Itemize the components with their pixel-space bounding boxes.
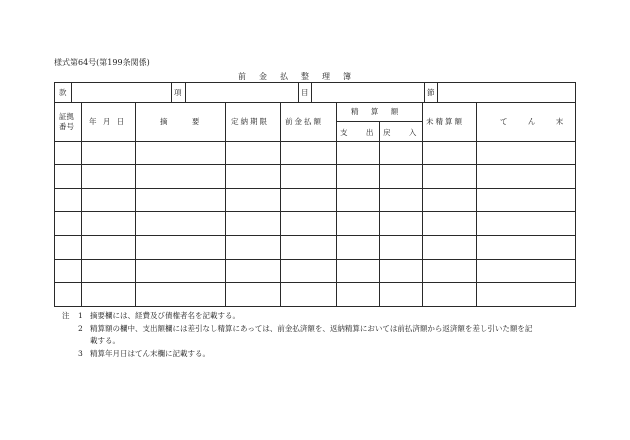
moku-label: 目 — [301, 88, 309, 97]
note-number: 1 — [78, 311, 83, 320]
col-line-6 — [379, 121, 380, 307]
nengappi-label: 年 月 日 — [89, 117, 125, 126]
note-item-2 — [62, 323, 582, 336]
col-line-5 — [336, 102, 337, 307]
kan-divider — [71, 82, 72, 102]
note-number: 2 — [78, 323, 83, 333]
kou-divider-right — [185, 82, 186, 102]
form-title: 前金払整理簿 — [238, 72, 364, 81]
kou-divider-left — [171, 82, 172, 102]
row-line-2 — [54, 188, 576, 189]
note-text: 精算額の欄中、支出額欄には差引なし精算にあっては、前金払済額を、返納精算においては前払済額から返済額を差し引いた額を記 — [90, 323, 533, 333]
row-line-3 — [54, 211, 576, 212]
row-line-1 — [54, 164, 576, 165]
modoshiire-label: 戻 入 — [383, 128, 417, 137]
miseisan-gaku-label: 未精算額 — [426, 117, 464, 126]
shoko-bango-label-1: 証拠 — [59, 112, 74, 121]
row-line-4 — [54, 235, 576, 236]
maekin-harai-gaku-label: 前金払額 — [285, 117, 323, 126]
col-line-2 — [135, 102, 136, 307]
note-item-3 — [62, 348, 582, 361]
note-item-1 — [62, 310, 582, 323]
tenmatsu-label: て ん 末 — [500, 117, 564, 126]
note-text: 精算年月日はてん末欄に記載する。 — [90, 348, 210, 358]
row-line-6 — [54, 282, 576, 283]
form-number: 様式第64号(第199条関係) — [54, 58, 150, 67]
setsu-divider-left — [424, 82, 425, 102]
col-line-3 — [225, 102, 226, 307]
column-header-divider — [54, 141, 576, 142]
kan-label: 款 — [59, 88, 67, 97]
table-border-right — [575, 82, 576, 307]
seisan-gaku-label: 精 算 額 — [351, 107, 399, 116]
notes — [62, 310, 582, 360]
shishutsu-label: 支 出 — [340, 128, 374, 137]
setsu-label: 節 — [427, 88, 435, 97]
col-line-8 — [476, 102, 477, 307]
moku-divider-right — [311, 82, 312, 102]
table-border-left — [54, 82, 55, 307]
setsu-divider-right — [437, 82, 438, 102]
note-number: 3 — [78, 348, 83, 358]
shoko-bango-label-2: 番号 — [59, 122, 74, 131]
moku-divider-left — [298, 82, 299, 102]
col-line-7 — [422, 102, 423, 307]
header-row-divider — [54, 102, 576, 103]
notes-prefix: 注 — [62, 311, 70, 320]
table-border-top — [54, 82, 576, 83]
teino-kigen-label: 定納期限 — [231, 117, 269, 126]
ledger-table — [54, 82, 576, 307]
col-line-4 — [280, 102, 281, 307]
row-line-5 — [54, 259, 576, 260]
tekiyo-label: 摘 要 — [160, 117, 200, 126]
table-border-bottom — [54, 306, 576, 307]
note-text-continuation: 載する。 — [90, 336, 120, 345]
note-text: 摘要欄には、経費及び債権者名を記載する。 — [90, 311, 240, 320]
kou-label: 項 — [174, 88, 182, 97]
col-line-1 — [81, 102, 82, 307]
